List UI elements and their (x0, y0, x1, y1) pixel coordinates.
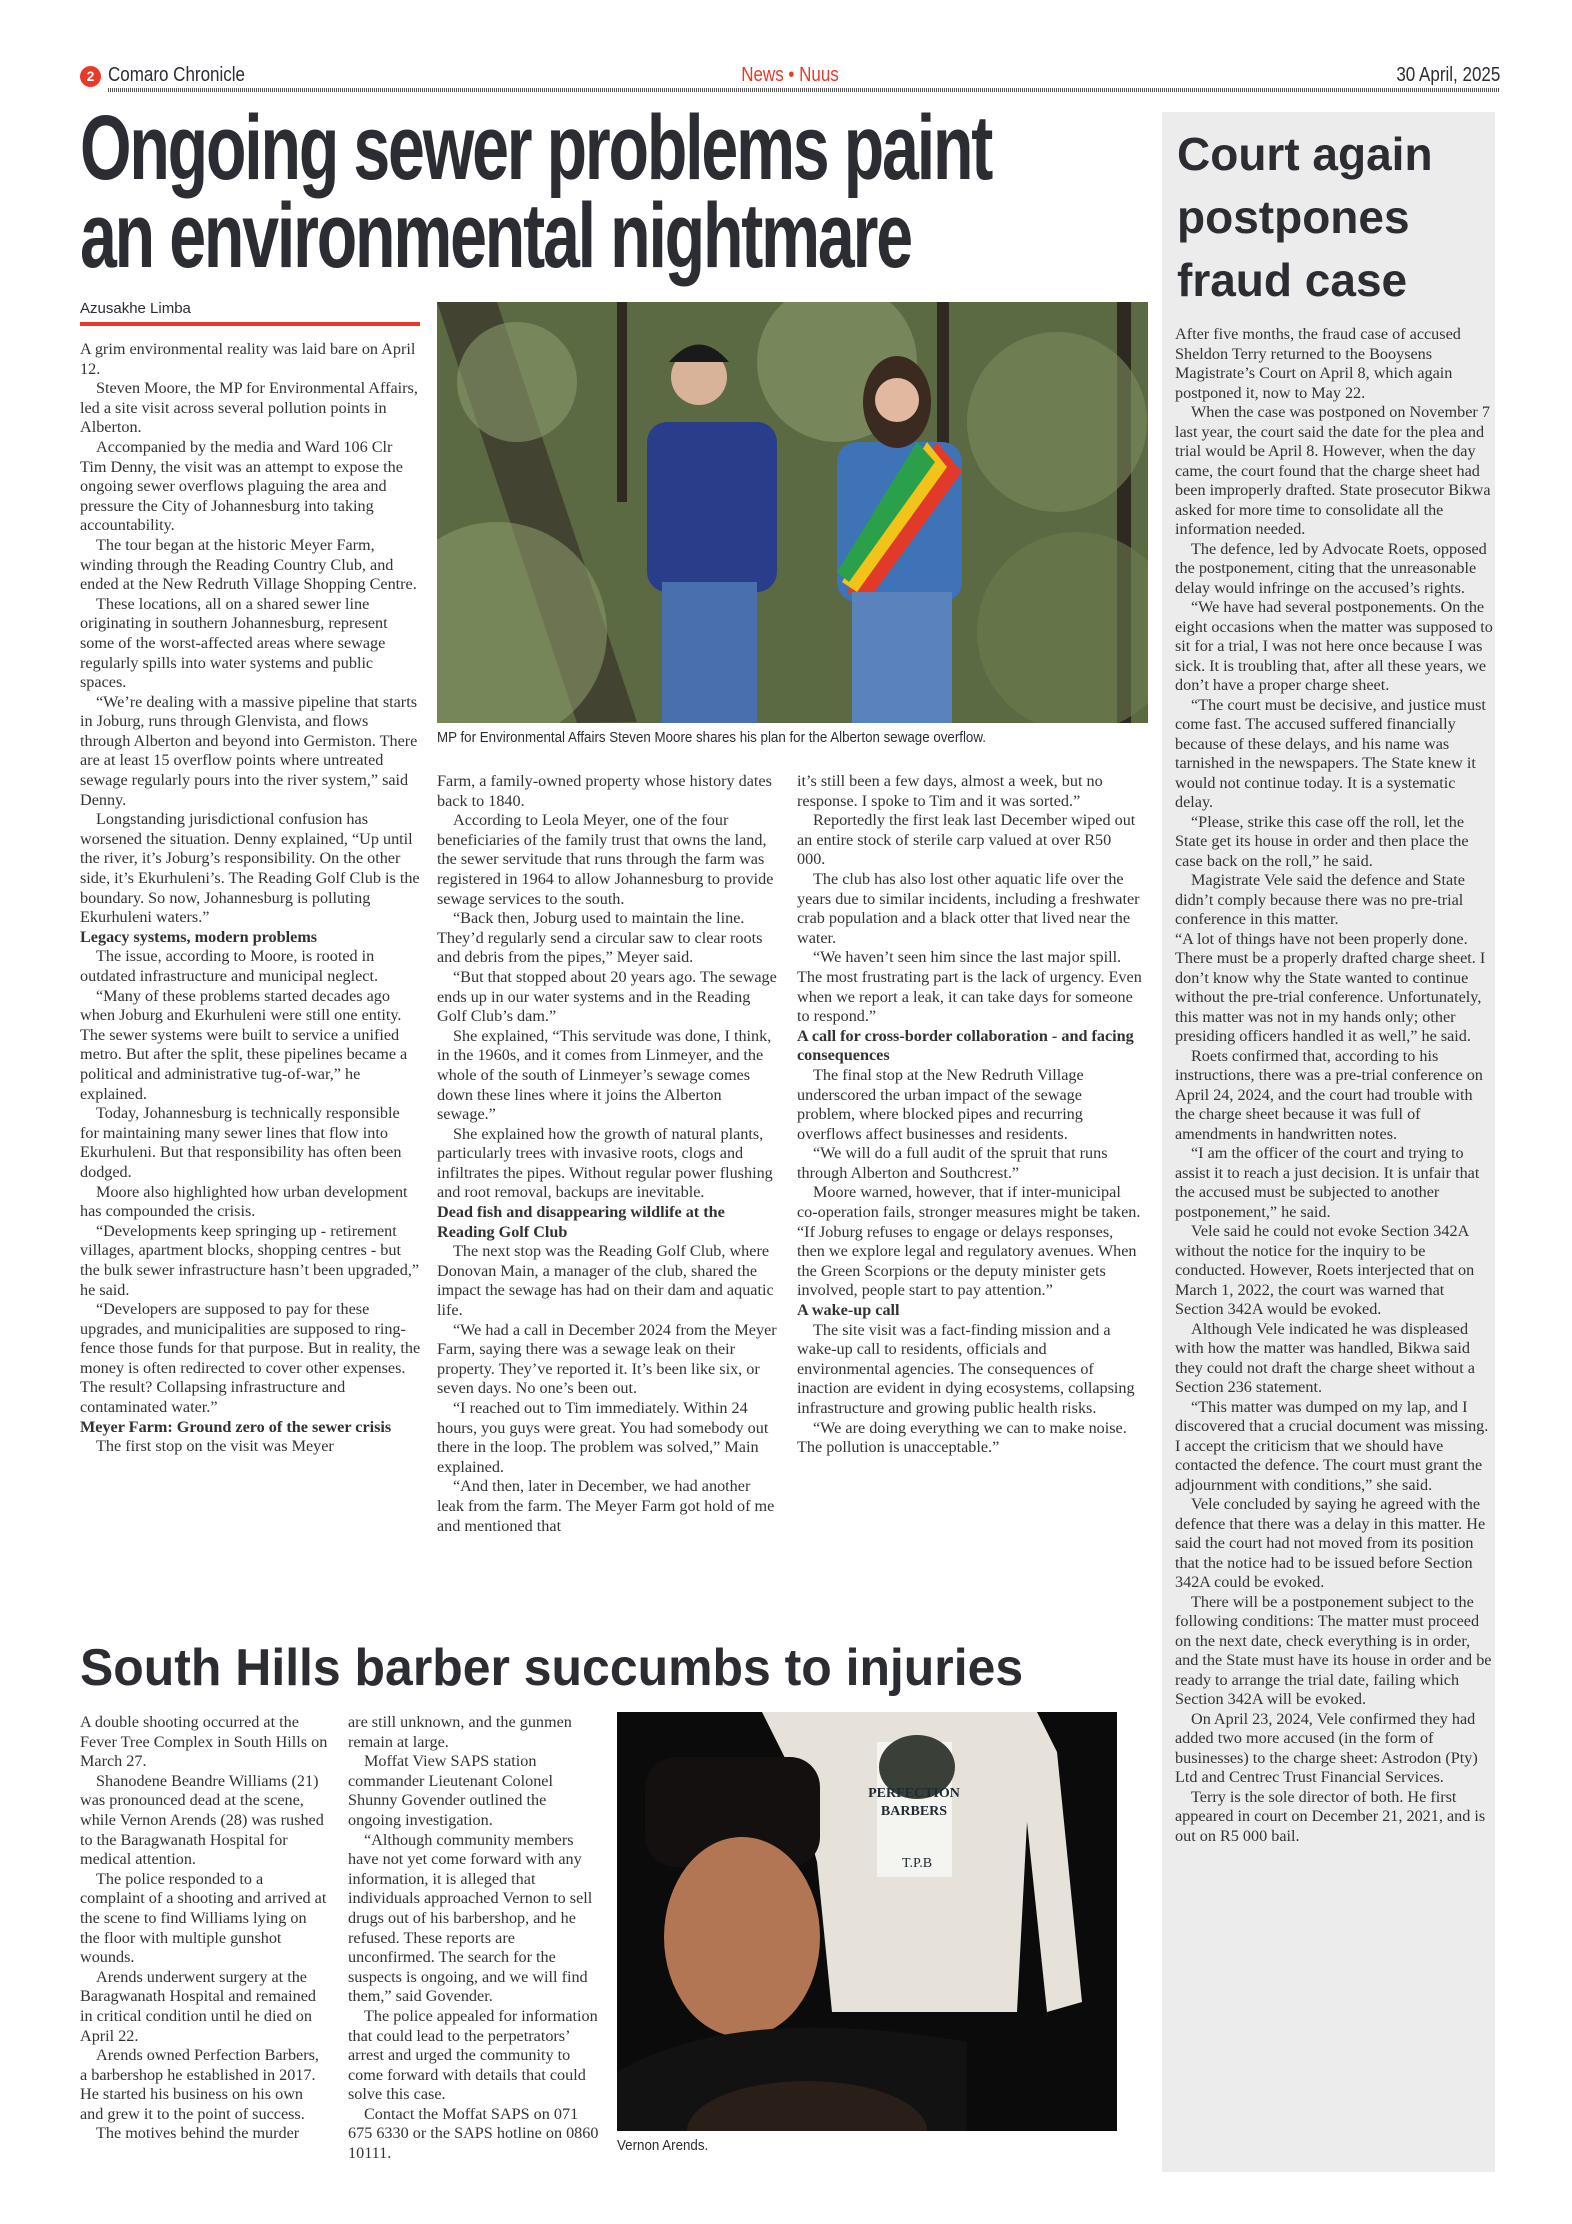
paragraph: The first stop on the visit was Meyer (96, 1437, 334, 1456)
paragraph: Moore warned, however, that if inter-municipal co-operation fails, stronger measures might be taken. “If Joburg refuses to engage or delays responses, then we explore legal and regulatory avenues. When the Green Scorpions or the deputy minister gets involved, people start to pay attention.” (797, 1183, 1141, 1300)
subheading: A wake-up call (797, 1301, 900, 1320)
paragraph: These locations, all on a shared sewer line originating in southern Johannesburg, represent some of the worst-affected areas where sewage regularly spills into water systems and public spaces. (80, 594, 388, 692)
paragraph: The final stop at the New Redruth Village underscored the urban impact of the sewage problem, where blocked pipes and recurring overflows affect businesses and residents. (797, 1065, 1084, 1143)
headline-line-1: Ongoing sewer problems paint (80, 97, 992, 199)
paragraph: Accompanied by the media and Ward 106 Clr Tim Denny, the visit was an attempt to expose the ongoing sewer overflows plaguing the area and pressure the City of Johannesburg into taking accountability. (80, 437, 403, 535)
paragraph: Magistrate Vele said the defence and State didn’t comply because there was no pre-trial conference in this matter. (1175, 871, 1465, 928)
barber-portrait-image (617, 1712, 1117, 2131)
issue-date: 30 April, 2025 (1396, 64, 1500, 86)
paragraph: The site visit was a fact-finding mission and a wake-up call to residents, officials and environmental agencies. The consequences of inaction are evident in dying ecosystems, collapsing infrastructure and growing public health risks. (797, 1320, 1135, 1417)
paragraph: “I am the officer of the court and trying to assist it to reach a just decision. It is unfair that the accused must be subjected to another postponement,” he said. (1175, 1144, 1480, 1221)
paragraph: Although Vele indicated he was displeased with how the matter was handled, Bikwa said they could not draft the charge sheet without a Section 236 statement. (1175, 1319, 1475, 1396)
paragraph: Roets confirmed that, according to his instructions, there was a pre-trial conference on April 24, 2024, and the court had trouble with the charge sheet because it was full of amendments in handwritten notes. (1175, 1046, 1483, 1143)
subheading: A call for cross-border collaboration - and facing consequences (797, 1026, 1134, 1065)
main-photo-caption: MP for Environmental Affairs Steven Moore shares his plan for the Alberton sewage overflow. (437, 730, 986, 746)
paragraph: “We have had several postponements. On the eight occasions when the matter was supposed to sit for a trial, I was not here once because I was sick. It is troubling that, after all these years, we don’t have a proper charge sheet. (1175, 598, 1493, 694)
paragraph: Terry is the sole director of both. He first appeared in court on December 21, 2021, and is out on R5 000 bail. (1175, 1787, 1486, 1845)
paragraph: “We’re dealing with a massive pipeline that starts in Joburg, runs through Glenvista, and flows through Alberton and beyond into Germiston. There are at least 15 overflow points where untreated sewage regularly pours into the river system,” said Denny. (80, 692, 418, 809)
paragraph: are still unknown, and the gunmen remain at large. (348, 1713, 572, 1751)
paragraph: A grim environmental reality was laid bare on April 12. (80, 340, 416, 378)
paragraph: According to Leola Meyer, one of the four beneficiaries of the family trust that owns the land, the sewer servitude that runs through the farm was registered in 1964 to allow Johannesburg to provide sewage services to the south. (437, 811, 774, 908)
masthead (80, 62, 1500, 92)
paragraph: Arends owned Perfection Barbers, a barbershop he established in 2017. He started his business on his own and grew it to the point of success. (80, 2046, 319, 2123)
paragraph: The tour began at the historic Meyer Farm, winding through the Reading Country Club, and ended at the New Redruth Village Shopping Centre. (80, 535, 417, 594)
paragraph: “We had a call in December 2024 from the Meyer Farm, saying there was a sewage leak on their property. They’ve reported it. It’s been like six, or seven days. No one’s been out. (437, 1320, 777, 1398)
paragraph: Contact the Moffat SAPS on 071 675 6330 or the SAPS hotline on 0860 10111. (348, 2104, 599, 2163)
second-headline: South Hills barber succumbs to injuries (80, 1639, 1024, 1697)
paragraph: The motives behind the murder (96, 2124, 300, 2143)
section-label: News • Nuus (741, 64, 839, 86)
sidebar-headline-line-1: Court again (1177, 128, 1433, 180)
paragraph: “Developers are supposed to pay for these upgrades, and municipalities are supposed to ring-fence those funds for that purpose. But in reality, the money is often redirected to cover other expenses. The result? Collapsing infrastructure and contaminated water.” (80, 1300, 421, 1417)
paragraph: “Please, strike this case off the roll, let the State get its house in order and then place the case back on the roll,” he said. (1175, 812, 1469, 870)
paragraph: The police responded to a complaint of a shooting and arrived at the scene to find Williams lying on the floor with multiple gunshot wounds. (80, 1869, 327, 1967)
main-story-column-3 (797, 772, 1142, 1458)
paragraph: “Developments keep springing up - retirement villages, apartment blocks, shopping centres - but the bulk sewer infrastructure hasn’t been upgraded,” he said. (80, 1221, 420, 1299)
paragraph: On April 23, 2024, Vele confirmed they had added two more accused (in the form of businesses) to the charge sheet: Astrodon (Pty) Ltd and Centrec Trust Financial Services. (1175, 1709, 1478, 1786)
paragraph: “A lot of things have not been properly done. There must be a properly drafted charge sheet. I don’t know why the State wanted to continue without the pre-trial conference. Unfortunately, this matter was not in my hands only; other presiding officers handled it as well,” he said. (1175, 929, 1486, 1045)
byline-rule (80, 322, 420, 326)
paragraph: “Back then, Joburg used to maintain the line. They’d regularly send a circular saw to clear roots and debris from the pipes,” Meyer said. (437, 909, 763, 967)
paragraph: “But that stopped about 20 years ago. The sewage ends up in our water systems and in the Reading Golf Club’s dam.” (437, 967, 777, 1026)
paragraph: Moffat View SAPS station commander Lieutenant Colonel Shunny Govender outlined the ongoing investigation. (348, 1752, 553, 1829)
masthead-rule (108, 88, 1500, 92)
paragraph: Today, Johannesburg is technically responsible for maintaining many sewer lines that flow into Ekurhuleni. But that responsibility has often been dodged. (80, 1104, 402, 1181)
paragraph: The defence, led by Advocate Roets, opposed the postponement, citing that the unreasonable delay would infringe on the accused’s rights. (1175, 539, 1487, 597)
paragraph: The club has also lost other aquatic life over the years due to similar incidents, including a freshwater crab population and a black otter that lived near the water. (797, 869, 1140, 947)
page-number-badge: 2 (80, 66, 101, 87)
paper-name: Comaro Chronicle (108, 64, 245, 86)
main-story-column-1 (80, 340, 422, 1457)
sidebar-headline-line-3: fraud case (1177, 254, 1408, 306)
second-story-column-2 (348, 1713, 603, 2164)
paragraph: The issue, according to Moore, is rooted in outdated infrastructure and municipal neglect. (80, 947, 379, 985)
shirt-text-perfection: PERFECTION (868, 1786, 960, 1801)
paragraph: “Although community members have not yet come forward with any information, it is alleged that individuals approached Vernon to sell drugs out of his barbershop, and he refused. These reports are unconfirmed. The search for the suspects is ongoing, and we will find them,” said Govender. (348, 1830, 593, 2006)
paragraph: “This matter was dumped on my lap, and I discovered that a crucial document was missing. I accept the criticism that we should have contacted the defence. The court must grant the adjournment with conditions,” she said. (1175, 1397, 1489, 1494)
paragraph: Moore also highlighted how urban development has compounded the crisis. (80, 1182, 408, 1221)
sidebar-headline (1177, 123, 1433, 312)
sidebar-headline-line-2: postpones (1177, 191, 1410, 243)
subheading: Meyer Farm: Ground zero of the sewer crisis (80, 1417, 392, 1436)
paragraph: it’s still been a few days, almost a week, but no response. I spoke to Tim and it was sorted.” (797, 772, 1103, 810)
paragraph: The next stop was the Reading Golf Club, where Donovan Main, a manager of the club, shared the impact the sewage has had on their dam and aquatic life. (437, 1242, 774, 1320)
forest-scene-image (437, 302, 1148, 723)
second-story-photo (617, 1712, 1117, 2131)
headline-line-2: an environmental nightmare (80, 185, 911, 287)
paragraph: Farm, a family-owned property whose history dates back to 1840. (437, 772, 772, 810)
paragraph: Reportedly the first leak last December wiped out an entire stock of sterile carp valued at over R50 000. (797, 811, 1136, 869)
subheading: Legacy systems, modern problems (80, 927, 318, 946)
paragraph: “I reached out to Tim immediately. Within 24 hours, you guys were great. You had somebody out there in the loop. The problem was solved,” Main explained. (437, 1399, 769, 1476)
paragraph: “The court must be decisive, and justice must come fast. The accused suffered financially because of these delays, and his name was tarnished in the newspapers. The State knew it would not continue today. It is a systematic delay. (1175, 695, 1486, 811)
paragraph: “We haven’t seen him since the last major spill. The most frustrating part is the lack of urgency. Even when we report a leak, it can take days for someone to respond.” (797, 948, 1142, 1026)
paragraph: “We are doing everything we can to make noise. The pollution is unacceptable.” (797, 1418, 1127, 1457)
paragraph: Arends underwent surgery at the Baragwanath Hospital and remained in critical condition until he died on April 22. (80, 1967, 316, 2045)
main-story-photo (437, 302, 1148, 723)
paragraph: Longstanding jurisdictional confusion has worsened the situation. Denny explained, “Up until the river, it’s Joburg’s responsibility. On the other side, it’s Ekurhuleni’s. The Reading Golf Club is the boundary. So now, Johannesburg is polluting Ekurhuleni waters.” (80, 810, 420, 927)
shirt-text-tpb: T.P.B (901, 1856, 933, 1871)
paragraph: “We will do a full audit of the spruit that runs through Alberton and Southcrest.” (797, 1144, 1108, 1182)
paragraph: Vele concluded by saying he agreed with the defence that there was a delay in this matter. He said the court had not moved from its position that the notice had to be issued before Section 342A could be evoked. (1175, 1495, 1486, 1591)
paragraph: Shanodene Beandre Williams (21) was pronounced dead at the scene, while Vernon Arends (28) was rushed to the Baragwanath Hospital for medical attention. (80, 1771, 324, 1869)
subheading: Dead fish and disappearing wildlife at the Reading Golf Club (437, 1203, 725, 1241)
paragraph: The police appealed for information that could lead to the perpetrators’ arrest and urged the community to come forward with details that could solve this case. (348, 2006, 598, 2104)
shirt-text-barbers: BARBERS (880, 1804, 948, 1819)
paragraph: She explained, “This servitude was done, I think, in the 1960s, and it comes from Linmeyer, and the whole of the south of Linmeyer’s sewage comes down these lines where it joins the Alberton sewage.” (437, 1026, 772, 1124)
byline: Azusakhe Limba (80, 300, 191, 317)
paragraph: There will be a postponement subject to the following conditions: The matter must proceed on the next date, check everything is in order, and the State must have its house in order and be ready to arrange the trial date, failing which Section 342A will be evoked. (1175, 1592, 1492, 1708)
second-photo-caption: Vernon Arends. (617, 2138, 709, 2154)
paragraph: “And then, later in December, we had another leak from the farm. The Meyer Farm got hold of me and mentioned that (437, 1477, 775, 1535)
paragraph: She explained how the growth of natural plants, particularly trees with invasive roots, clogs and infiltrates the pipes. Without regular power flushing and root removal, backups are inevitable. (437, 1124, 773, 1202)
second-story-column-1 (80, 1713, 330, 2144)
paragraph: A double shooting occurred at the Fever Tree Complex in South Hills on March 27. (80, 1713, 328, 1771)
main-story-column-2 (437, 772, 779, 1536)
paragraph: Vele said he could not evoke Section 342A without the notice for the inquiry to be conducted. However, Roets interjected that on March 1, 2022, the court was warned that Section 342A would be evoked. (1175, 1222, 1475, 1318)
paragraph: After five months, the fraud case of accused Sheldon Terry returned to the Booysens Magistrate’s Court on April 8, which again postponed it, now to May 22. (1175, 325, 1461, 402)
paragraph: “Many of these problems started decades ago when Joburg and Ekurhuleni were still one entity. The sewer systems were built to service a unified metro. But after the split, these pipelines became a political and administrative tug-of-war,” he explained. (80, 986, 408, 1103)
paragraph: Steven Moore, the MP for Environmental Affairs, led a site visit across several pollution points in Alberton. (80, 379, 418, 437)
main-headline (80, 97, 992, 287)
sidebar-story-body (1175, 325, 1493, 1846)
paragraph: When the case was postponed on November 7 last year, the court said the date for the plea and trial would be April 8. However, when the day came, the court found that the charge sheet had been improperly drafted. State prosecutor Bikwa asked for more time to consolidate all the information needed. (1175, 403, 1491, 538)
